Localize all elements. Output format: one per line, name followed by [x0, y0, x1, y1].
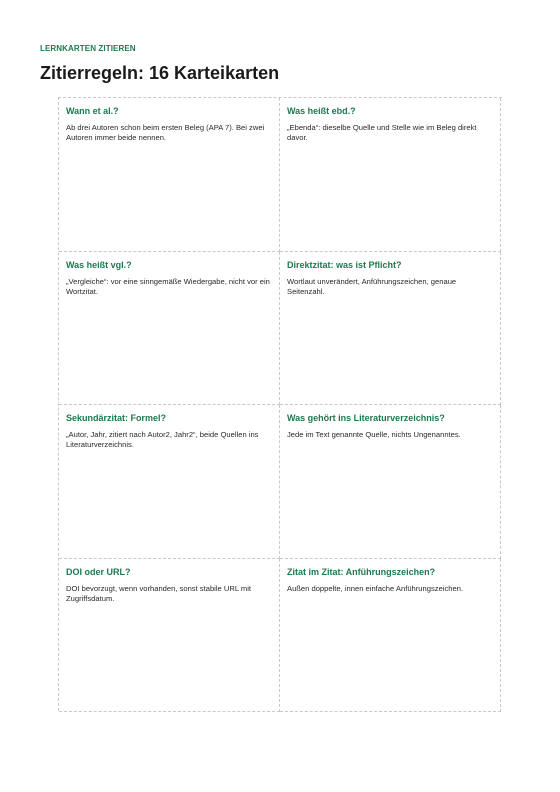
flashcard-answer: Außen doppelte, innen einfache Anführungszeichen.: [287, 583, 464, 593]
flashcard: [280, 405, 501, 559]
page-title: Zitierregeln: 16 Karteikarten: [40, 63, 280, 83]
flashcard-answer: „Ebenda“: dieselbe Quelle und Stelle wie im Beleg direkt davor.: [287, 123, 477, 143]
flashcard: [59, 559, 280, 713]
flashcard: [280, 252, 501, 406]
page-kicker: LERNKARTEN ZITIEREN: [40, 44, 136, 53]
flashcard-answer: „Autor, Jahr, zitiert nach Autor2, Jahr2“, beide Quellen ins Literaturverzeichnis.: [66, 430, 259, 450]
flashcard-answer: DOI bevorzugt, wenn vorhanden, sonst stabile URL mit Zugriffsdatum.: [66, 583, 252, 603]
flashcard-question: Was heißt vgl.?: [66, 259, 132, 270]
flashcard-question: Was gehört ins Literaturverzeichnis?: [287, 413, 445, 423]
flashcard-answer: Wortlaut unverändert, Anführungszeichen, genaue Seitenzahl.: [287, 276, 457, 296]
flashcard-answer: Ab drei Autoren schon beim ersten Beleg (APA 7). Bei zwei Autoren immer beide nennen.: [66, 123, 265, 143]
flashcard-question: DOI oder URL?: [66, 566, 131, 577]
flashcard-question: Zitat im Zitat: Anführungszeichen?: [287, 566, 436, 577]
flashcard: [59, 98, 280, 252]
flashcard-question: Direktzitat: was ist Pflicht?: [287, 259, 402, 270]
flashcard: [59, 405, 280, 559]
flashcard-answer: Jede im Text genannte Quelle, nichts Ungenanntes.: [287, 430, 461, 439]
flashcard: [280, 559, 501, 713]
flashcard-grid: [58, 97, 502, 711]
flashcard-question: Sekundärzitat: Formel?: [66, 413, 167, 423]
flashcard-question: Wann et al.?: [66, 106, 119, 116]
flashcard: [59, 252, 280, 406]
flashcard-question: Was heißt ebd.?: [287, 106, 356, 116]
flashcard: [280, 98, 501, 252]
flashcard-answer: „Vergleiche“: vor eine sinngemäße Wiedergabe, nicht vor ein Wortzitat.: [66, 276, 270, 296]
